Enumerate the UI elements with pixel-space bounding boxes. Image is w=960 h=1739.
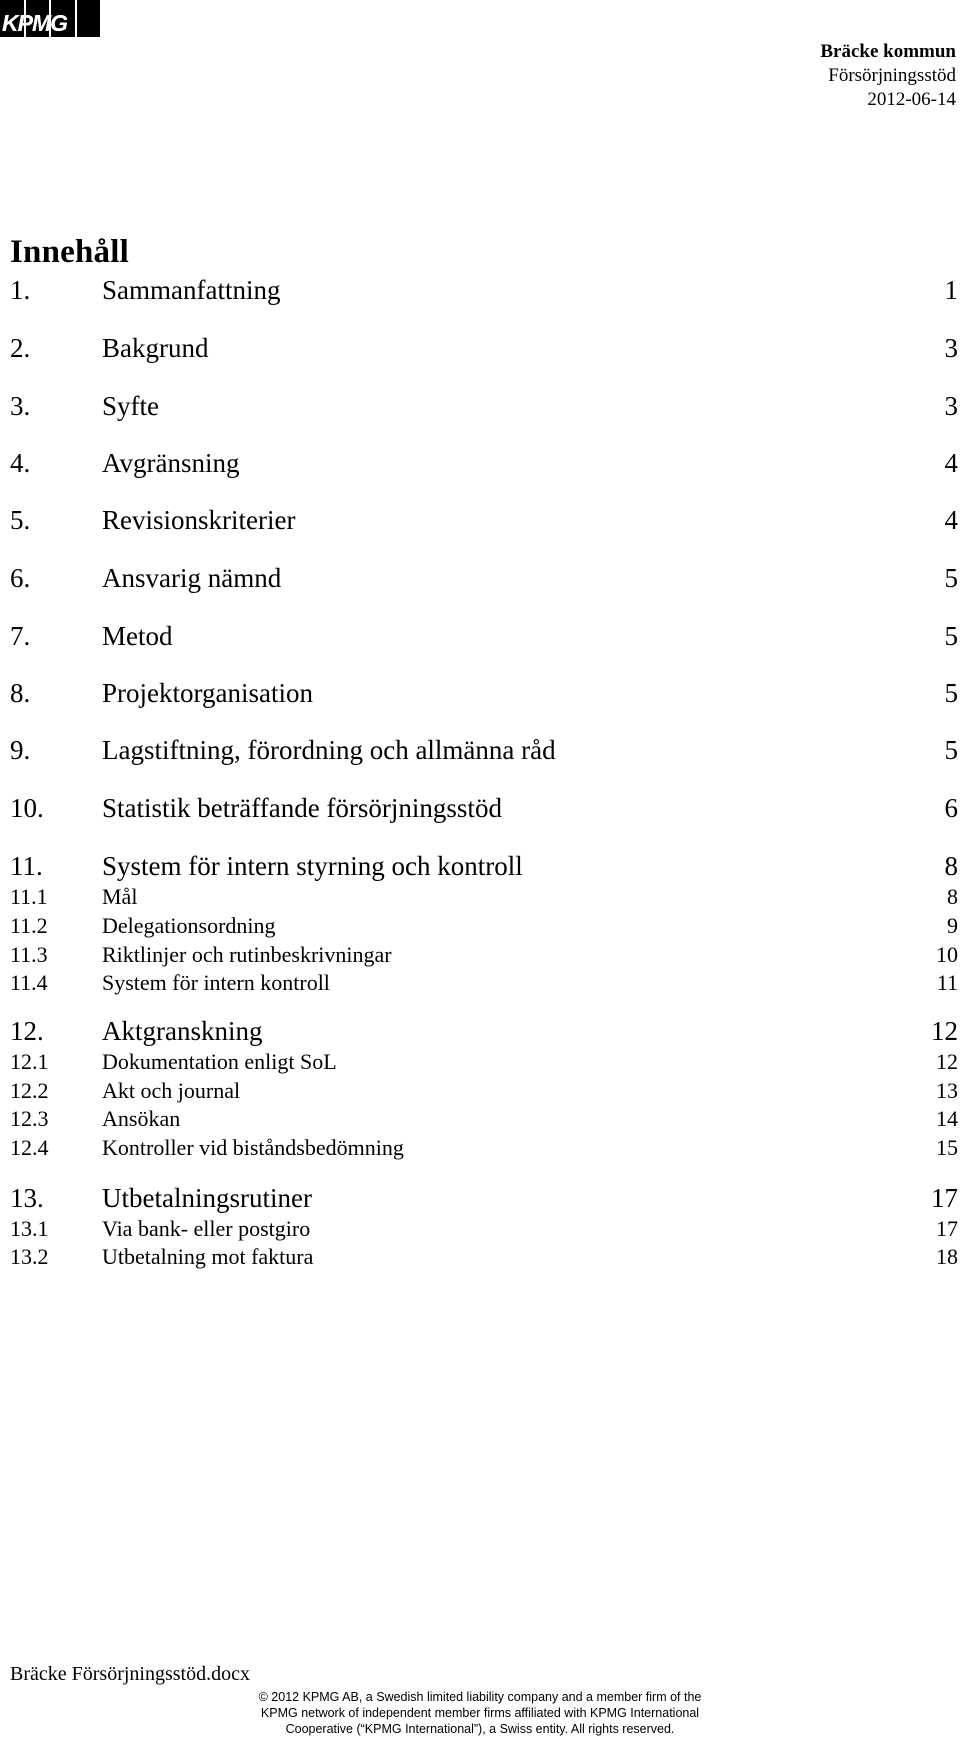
toc-entry-page: 17	[931, 1183, 958, 1213]
footer-filename: Bräcke Försörjningsstöd.docx	[10, 1663, 250, 1685]
logo-text: KPMG	[2, 10, 67, 36]
toc-entry-page: 13	[936, 1078, 958, 1103]
toc-entry[interactable]	[10, 970, 959, 996]
toc-entry-label: Utbetalning mot faktura	[102, 1244, 314, 1269]
toc-entry-page: 4	[944, 505, 958, 535]
toc-entry-label: Revisionskriterier	[102, 505, 296, 535]
toc-entry[interactable]	[10, 1015, 959, 1047]
toc-entry-page: 3	[944, 391, 958, 421]
toc-entry-page: 5	[944, 563, 958, 593]
toc-entry-number: 7.	[10, 621, 31, 651]
toc-entry-number: 12.4	[10, 1135, 49, 1160]
toc-entry-number: 11.3	[10, 942, 48, 967]
toc-entry[interactable]	[10, 1182, 959, 1214]
toc-entry[interactable]	[10, 332, 959, 364]
toc-entry-label: Kontroller vid biståndsbedömning	[102, 1135, 404, 1160]
toc-entry[interactable]	[10, 562, 959, 594]
toc-entry[interactable]	[10, 447, 959, 479]
toc-entry-label: Statistik beträffande försörjningsstöd	[102, 793, 502, 823]
toc-entry[interactable]	[10, 274, 959, 306]
toc-entry[interactable]	[10, 913, 959, 939]
toc-entry[interactable]	[10, 390, 959, 422]
toc-entry-number: 13.	[10, 1183, 44, 1213]
toc-entry-number: 5.	[10, 505, 31, 535]
toc-entry[interactable]	[10, 1135, 959, 1161]
toc-entry-label: Sammanfattning	[102, 275, 281, 305]
toc-entry-number: 11.	[10, 851, 43, 881]
toc-entry-number: 13.1	[10, 1216, 49, 1241]
toc-entry-number: 12.2	[10, 1078, 49, 1103]
header-organization: Bräcke kommun	[820, 41, 956, 62]
toc-entry-number: 1.	[10, 275, 31, 305]
toc-entry-page: 8	[944, 851, 958, 881]
toc-entry-page: 12	[931, 1016, 958, 1046]
toc-entry-page: 15	[936, 1135, 958, 1160]
toc-entry-label: Avgränsning	[102, 448, 240, 478]
toc-entry[interactable]	[10, 734, 959, 766]
toc-entry-label: Projektorganisation	[102, 678, 313, 708]
toc-entry[interactable]	[10, 1244, 959, 1270]
toc-entry-page: 10	[936, 942, 958, 967]
toc-entry-number: 11.2	[10, 913, 48, 938]
toc-entry-label: Via bank- eller postgiro	[102, 1216, 311, 1241]
toc-entry-page: 5	[944, 621, 958, 651]
toc-entry[interactable]	[10, 792, 959, 824]
toc-entry[interactable]	[10, 850, 959, 882]
toc-entry[interactable]	[10, 884, 959, 910]
toc-entry-label: Bakgrund	[102, 333, 209, 363]
toc-entry-label: Mål	[102, 884, 138, 909]
toc-entry-page: 11	[936, 970, 958, 995]
toc-entry-page: 17	[936, 1216, 958, 1241]
toc-entry-page: 6	[944, 793, 958, 823]
toc-entry-number: 11.1	[10, 884, 48, 909]
toc-entry-label: Aktgranskning	[102, 1016, 263, 1046]
toc-entry-number: 2.	[10, 333, 31, 363]
toc-entry-label: Metod	[102, 621, 173, 651]
toc-entry-number: 13.2	[10, 1244, 49, 1269]
toc-entry-number: 12.	[10, 1016, 44, 1046]
toc-entry-label: Dokumentation enligt SoL	[102, 1049, 337, 1074]
toc-entry[interactable]	[10, 942, 959, 968]
toc-entry-number: 10.	[10, 793, 44, 823]
footer-copyright: © 2012 KPMG AB, a Swedish limited liability company and a member firm of the KPMG network of independent member firms affiliated with KPMG International Cooperative (“KPMG International”), a Swiss entity. All rights reserved.	[258, 1690, 702, 1736]
toc-entry-page: 9	[947, 913, 958, 938]
toc-entry-number: 8.	[10, 678, 31, 708]
toc-entry[interactable]	[10, 1078, 959, 1104]
toc-entry-label: Delegationsordning	[102, 913, 276, 938]
toc-entry-label: System för intern styrning och kontroll	[102, 851, 523, 881]
toc-entry-page: 1	[944, 275, 958, 305]
toc-entry-number: 6.	[10, 563, 31, 593]
toc-entry[interactable]	[10, 1049, 959, 1075]
toc-entry-page: 5	[944, 678, 958, 708]
toc-entry-label: Riktlinjer och rutinbeskrivningar	[102, 942, 392, 967]
toc-title: Innehåll	[10, 234, 129, 270]
document-header	[656, 40, 960, 112]
toc-entry-page: 12	[936, 1049, 958, 1074]
toc-entry-label: Akt och journal	[102, 1078, 241, 1103]
toc-entry-page: 5	[944, 735, 958, 765]
toc-entry-page: 14	[936, 1106, 958, 1131]
toc-entry[interactable]	[10, 677, 959, 709]
toc-entry-label: Ansvarig nämnd	[102, 563, 282, 593]
header-date: 2012-06-14	[867, 89, 956, 110]
toc-entry-number: 3.	[10, 391, 31, 421]
toc-entry[interactable]	[10, 1216, 959, 1242]
toc-entry-number: 11.4	[10, 970, 48, 995]
toc-entry-page: 3	[944, 333, 958, 363]
toc-entry-number: 12.3	[10, 1106, 49, 1131]
toc-entry-label: Utbetalningsrutiner	[102, 1183, 312, 1213]
toc-entry-number: 12.1	[10, 1049, 49, 1074]
toc-entry-number: 4.	[10, 448, 31, 478]
toc-entry-label: System för intern kontroll	[102, 970, 330, 995]
toc-entry[interactable]	[10, 1106, 959, 1132]
header-subject: Försörjningsstöd	[828, 65, 956, 86]
toc-entry[interactable]	[10, 504, 959, 536]
toc-entry-number: 9.	[10, 735, 31, 765]
toc-entry-page: 4	[944, 448, 958, 478]
toc-entry[interactable]	[10, 620, 959, 652]
toc-entry-label: Lagstiftning, förordning och allmänna råd	[102, 735, 556, 765]
toc-entry-page: 18	[936, 1244, 958, 1269]
toc-entry-page: 8	[947, 884, 958, 909]
toc-entry-label: Syfte	[102, 391, 159, 421]
toc-entry-label: Ansökan	[102, 1106, 181, 1131]
kpmg-logo	[0, 0, 100, 37]
